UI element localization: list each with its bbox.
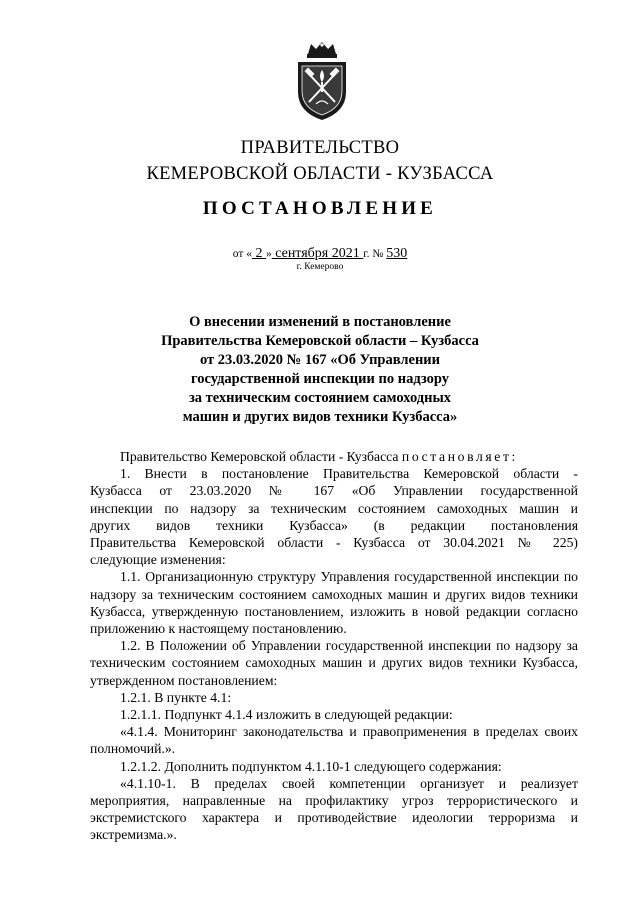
p1-line: других видов техники Кузбасса» (в редакции постановления [90, 517, 578, 533]
org-name-line2: КЕМЕРОВСКОЙ ОБЛАСТИ - КУЗБАССА [146, 164, 494, 184]
number-label: № [372, 248, 384, 260]
paragraph-1-2-1: 1.2.1. В пункте 4.1: [120, 689, 232, 705]
date-year-suffix: г. [363, 248, 370, 260]
p1-last-line: следующие изменения: [90, 552, 226, 568]
p1-line: инспекции по надзору за техническим состоянием самоходных машин и [90, 500, 578, 516]
paragraph-1-2-1-1: 1.2.1.1. Подпункт 4.1.4 изложить в следующей редакции: [120, 707, 453, 723]
date-day: 2 [251, 246, 266, 261]
p1-line: Правительства Кемеровской области - Кузбасса от 30.04.2021 № 225) [90, 535, 578, 551]
subject-line: за техническим состоянием самоходных [188, 390, 452, 406]
paragraph-1-2-1-2: 1.2.1.2. Дополнить подпунктом 4.1.10-1 следующего содержания: [120, 758, 502, 774]
document-type-title: ПОСТАНОВЛЕНИЕ [202, 198, 438, 219]
paragraph-1-1: 1.1. Организационную структуру Управления государственной инспекции по надзору за техническим состоянием самоходных машин и других видов техники Кузбасса, утвержденную постановлением, изложить в новой редакции согласно приложению к настоящему постановлению. [90, 569, 578, 637]
date-prefix: от « [232, 248, 252, 260]
document-subject [120, 313, 520, 427]
subject-line: Правительства Кемеровской области – Кузбасса [161, 333, 479, 349]
intro-paragraph [90, 448, 578, 465]
paragraph-1-2: 1.2. В Положении об Управлении государственной инспекции по надзору за техническим состоянием самоходных машин и других видов техники Кузбасса, утвержденном постановлением: [90, 638, 578, 688]
date-mid: » [265, 248, 272, 260]
intro-decree-word: постановляет: [401, 449, 518, 464]
org-name-line1: ПРАВИТЕЛЬСТВО [240, 138, 400, 158]
subject-line: государственной инспекции по надзору [191, 371, 449, 387]
date-month-year: сентября 2021 [271, 246, 364, 261]
document-body [90, 448, 578, 844]
p1-line: Кузбасса от 23.03.2020 № 167 «Об Управлении государственной [90, 483, 578, 499]
subject-line: машин и других видов техники Кузбасса» [182, 409, 458, 425]
document-city: г. Кемерово [296, 262, 344, 272]
subject-line: от 23.03.2020 № 167 «Об Управлении [199, 352, 441, 368]
document-dateline [0, 246, 640, 262]
p1-line: 1. Внести в постановление Правительства Кемеровской области - [120, 466, 578, 482]
subject-line: О внесении изменений в постановление [189, 314, 451, 330]
intro-text: Правительство Кемеровской области - Кузбасса [120, 449, 399, 464]
coat-of-arms-icon [292, 40, 352, 122]
quote-4-1-10-1: «4.1.10-1. В пределах своей компетенции организует и реализует мероприятия, направленные на профилактику угроз террористического и экстремистского характера и противодействие идеологии терроризма и экстремизма.». [90, 775, 578, 843]
document-number: 530 [386, 246, 408, 261]
quote-4-1-4: «4.1.4. Мониторинг законодательства и правоприменения в пределах своих полномочий.». [90, 724, 578, 757]
